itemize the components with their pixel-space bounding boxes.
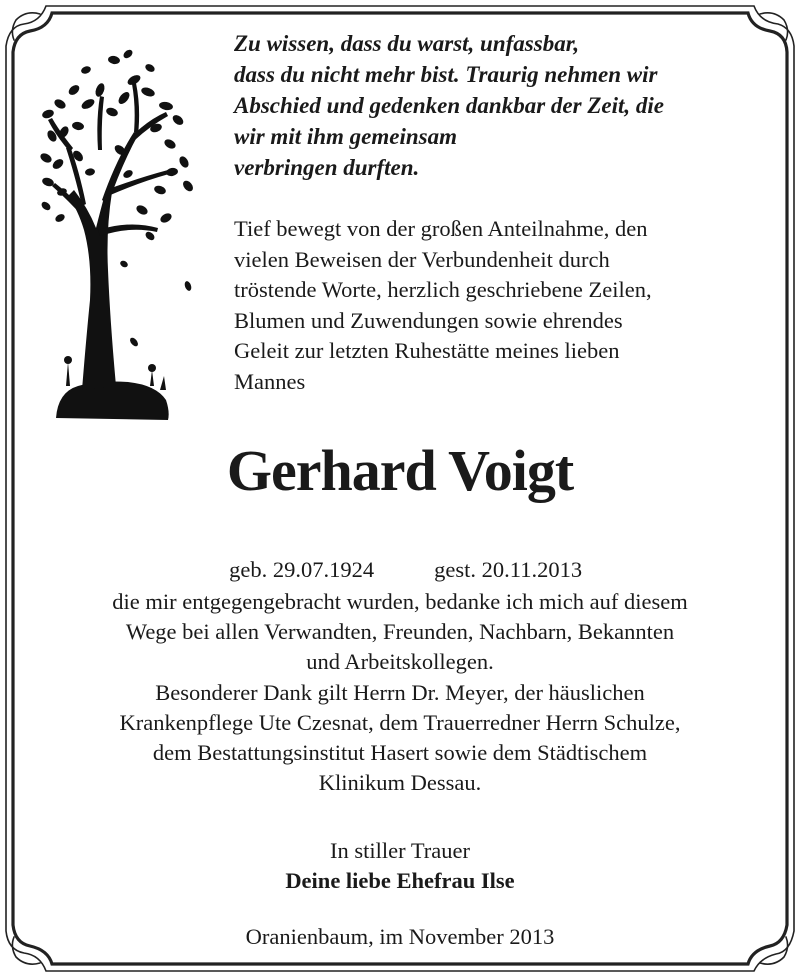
mourning-phrase: In stiller Trauer [330, 838, 470, 863]
thanks-line: Mannes [234, 368, 306, 394]
tree-silhouette-icon [38, 40, 208, 425]
quote-line: Zu wissen, dass du warst, unfassbar, [234, 31, 580, 56]
quote-line: Abschied und gedenken dankbar der Zeit, die [234, 93, 664, 118]
signoff [0, 836, 800, 896]
body-line: Krankenpflege Ute Czesnat, dem Trauerredner Herrn Schulze, [119, 709, 681, 735]
thanks-intro [234, 214, 774, 398]
birth-date: geb. 29.07.1924 [229, 557, 375, 582]
thanks-line: Blumen und Zuwendungen sowie ehrendes [234, 307, 623, 333]
place-and-date: Oranienbaum, im November 2013 [245, 924, 555, 949]
quote-line: wir mit ihm gemeinsam [234, 124, 458, 149]
thanks-line: tröstende Worte, herzlich geschriebene Zeilen, [234, 277, 652, 303]
quote-line: dass du nicht mehr bist. Traurig nehmen wir [234, 62, 658, 87]
body-line: die mir entgegengebracht wurden, bedanke ich mich auf diesem [112, 589, 688, 614]
deceased-name: Gerhard Voigt [226, 438, 574, 503]
body-line: Klinikum Dessau. [318, 770, 482, 796]
body-line: und Arbeitskollegen. [306, 649, 494, 675]
body-line: dem Bestattungsinstitut Hasert sowie dem Städtischem [152, 740, 648, 766]
body-line: Besonderer Dank gilt Herrn Dr. Meyer, der häuslichen [155, 679, 645, 705]
thanks-line: vielen Beweisen der Verbundenheit durch [234, 246, 610, 272]
body-line: Wege bei allen Verwandten, Freunden, Nachbarn, Bekannten [125, 619, 675, 645]
thanks-line: Geleit zur letzten Ruhestätte meines lieben [234, 338, 620, 364]
quote-line: verbringen durften. [234, 155, 420, 180]
life-dates [0, 525, 800, 585]
acknowledgement-text [20, 587, 780, 798]
thanks-line: Tief bewegt von der großen Anteilnahme, den [234, 216, 648, 241]
memorial-quote [234, 28, 774, 183]
death-date: gest. 20.11.2013 [434, 557, 583, 582]
signer-name: Deine liebe Ehefrau Ilse [285, 868, 515, 893]
